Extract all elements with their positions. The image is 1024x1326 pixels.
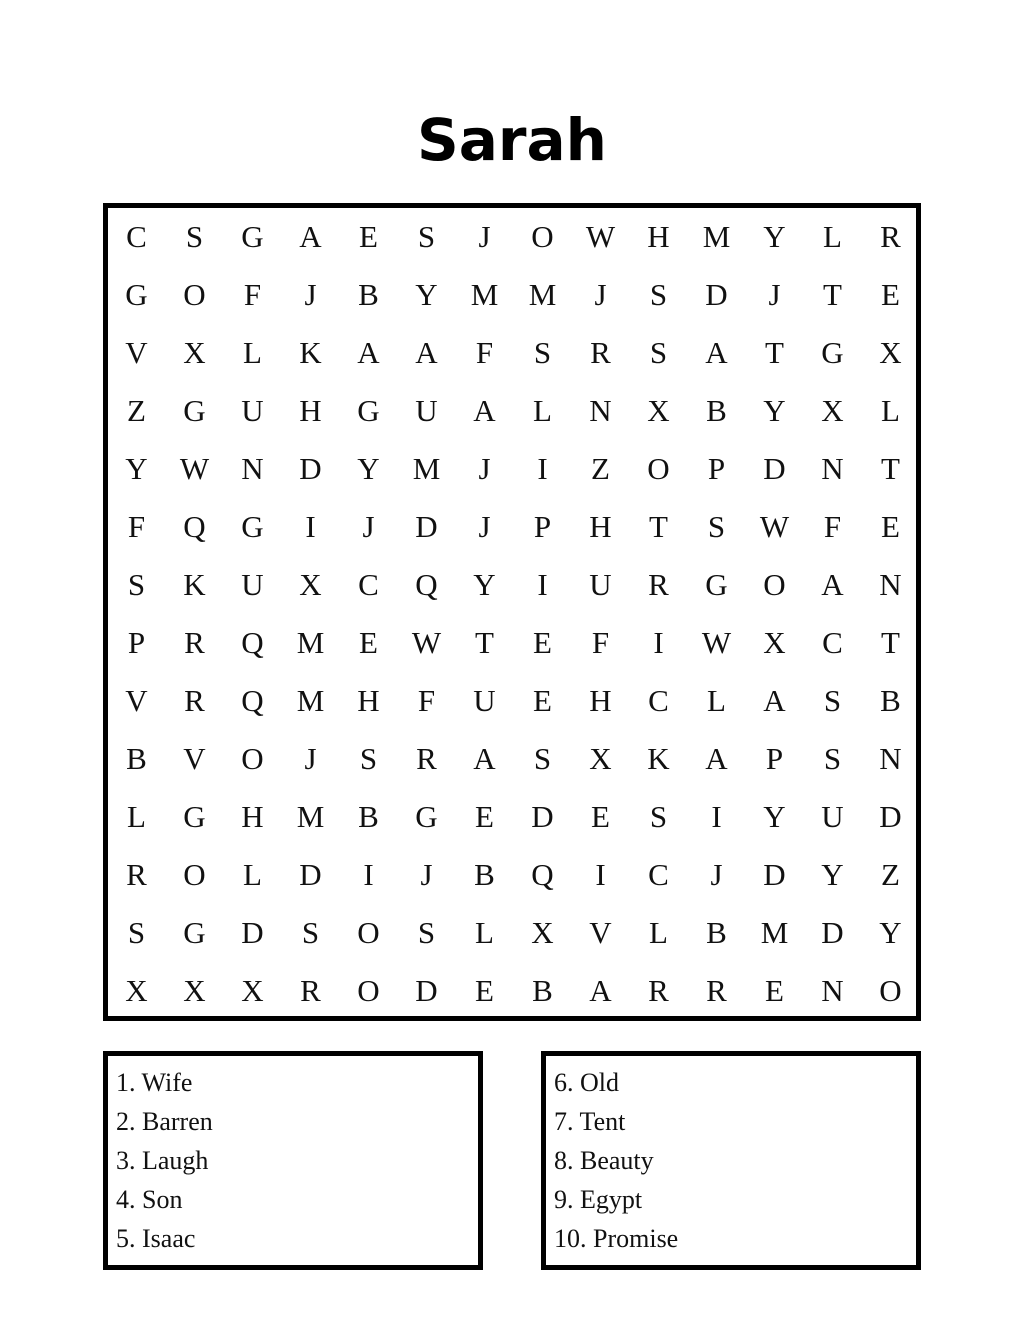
grid-letter[interactable]: X (125, 973, 148, 1008)
grid-letter[interactable]: J (478, 451, 491, 486)
grid-letter[interactable]: A (821, 567, 844, 602)
grid-letter[interactable]: F (475, 335, 494, 370)
grid-letter[interactable]: B (358, 799, 379, 834)
grid-letter[interactable]: A (763, 683, 786, 718)
grid-letter[interactable]: P (765, 741, 784, 776)
grid-letter[interactable]: D (705, 277, 728, 312)
grid-letter[interactable]: P (707, 451, 726, 486)
word-list-item: 8. Beauty (554, 1146, 654, 1175)
grid-letter[interactable]: L (243, 335, 262, 370)
grid-letter[interactable]: G (183, 915, 206, 950)
grid-letter[interactable]: S (127, 567, 146, 602)
grid-letter[interactable]: X (241, 973, 264, 1008)
grid-letter[interactable]: D (821, 915, 844, 950)
grid-letter[interactable]: Q (241, 625, 264, 660)
grid-letter[interactable]: G (357, 393, 380, 428)
grid-letter[interactable]: Y (125, 451, 148, 486)
grid-letter[interactable]: I (537, 451, 548, 486)
grid-letter[interactable]: A (589, 973, 612, 1008)
word-list-right (541, 1051, 921, 1270)
grid-letter[interactable]: T (765, 335, 784, 370)
grid-letter[interactable]: B (532, 973, 553, 1008)
grid-letter[interactable]: H (241, 799, 264, 834)
grid-letter[interactable]: G (183, 393, 206, 428)
grid-letter[interactable]: C (358, 567, 379, 602)
grid-row (108, 498, 916, 556)
grid-letter[interactable]: V (125, 335, 148, 370)
grid-letter[interactable]: X (879, 335, 902, 370)
grid-letter[interactable]: M (470, 277, 499, 312)
grid-letter[interactable]: H (589, 509, 612, 544)
grid-letter[interactable]: E (591, 799, 610, 834)
grid-letter[interactable]: J (710, 857, 723, 892)
grid-letter[interactable]: R (126, 857, 147, 892)
grid-letter[interactable]: M (412, 451, 441, 486)
grid-letter[interactable]: S (823, 683, 842, 718)
grid-letter[interactable]: G (415, 799, 438, 834)
grid-letter[interactable]: R (184, 683, 205, 718)
grid-row (108, 382, 916, 440)
grid-letter[interactable]: A (473, 741, 496, 776)
grid-letter[interactable]: Z (881, 857, 900, 892)
grid-letter[interactable]: X (647, 393, 670, 428)
grid-letter[interactable]: G (241, 219, 264, 254)
grid-letter[interactable]: O (183, 857, 206, 892)
grid-letter[interactable]: Y (821, 857, 844, 892)
grid-letter[interactable]: S (301, 915, 320, 950)
grid-letter[interactable]: D (879, 799, 902, 834)
grid-letter[interactable]: J (420, 857, 433, 892)
grid-letter[interactable]: S (823, 741, 842, 776)
grid-letter[interactable]: B (474, 857, 495, 892)
grid-row (108, 846, 916, 904)
grid-letter[interactable]: E (475, 799, 494, 834)
grid-letter[interactable]: Q (241, 683, 264, 718)
grid-letter[interactable]: J (478, 219, 491, 254)
grid-letter[interactable]: N (821, 451, 844, 486)
grid-letter[interactable]: S (417, 915, 436, 950)
grid-letter[interactable]: L (533, 393, 552, 428)
grid-letter[interactable]: C (648, 857, 669, 892)
grid-letter[interactable]: S (707, 509, 726, 544)
word-list-item: 2. Barren (116, 1107, 213, 1136)
letter-grid (103, 203, 921, 1021)
grid-letter[interactable]: W (179, 451, 210, 486)
grid-letter[interactable]: G (705, 567, 728, 602)
grid-letter[interactable]: Q (531, 857, 554, 892)
grid-letter[interactable]: V (183, 741, 206, 776)
grid-letter[interactable]: E (881, 277, 900, 312)
grid-letter[interactable]: H (647, 219, 670, 254)
grid-letter[interactable]: Y (415, 277, 438, 312)
grid-row (108, 208, 916, 266)
grid-letter[interactable]: S (649, 335, 668, 370)
grid-letter[interactable]: C (648, 683, 669, 718)
grid-letter[interactable]: Y (763, 393, 786, 428)
grid-letter[interactable]: A (415, 335, 438, 370)
grid-letter[interactable]: F (127, 509, 146, 544)
grid-letter[interactable]: S (417, 219, 436, 254)
grid-letter[interactable]: K (299, 335, 322, 370)
grid-letter[interactable]: U (589, 567, 612, 602)
word-list-item: 4. Son (116, 1185, 183, 1214)
word-list-item: 3. Laugh (116, 1146, 209, 1175)
grid-letter[interactable]: R (590, 335, 611, 370)
grid-letter[interactable]: E (359, 219, 378, 254)
grid-letter[interactable]: L (823, 219, 842, 254)
grid-letter[interactable]: A (299, 219, 322, 254)
grid-letter[interactable]: X (299, 567, 322, 602)
word-list-left (103, 1051, 483, 1270)
grid-letter[interactable]: J (478, 509, 491, 544)
grid-letter[interactable]: N (589, 393, 612, 428)
grid-letter[interactable]: E (359, 625, 378, 660)
grid-letter[interactable]: L (243, 857, 262, 892)
grid-letter[interactable]: H (299, 393, 322, 428)
grid-letter[interactable]: Y (473, 567, 496, 602)
grid-letter[interactable]: W (585, 219, 616, 254)
grid-letter[interactable]: U (473, 683, 496, 718)
grid-letter[interactable]: V (589, 915, 612, 950)
grid-letter[interactable]: B (126, 741, 147, 776)
grid-letter[interactable]: A (705, 335, 728, 370)
grid-letter[interactable]: D (763, 857, 786, 892)
grid-letter[interactable]: I (711, 799, 722, 834)
grid-letter[interactable]: S (649, 277, 668, 312)
grid-letter[interactable]: M (296, 683, 325, 718)
grid-letter[interactable]: J (304, 741, 317, 776)
grid-letter[interactable]: E (881, 509, 900, 544)
grid-letter[interactable]: Y (879, 915, 902, 950)
grid-letter[interactable]: R (648, 567, 669, 602)
grid-letter[interactable]: B (880, 683, 901, 718)
grid-letter[interactable]: M (760, 915, 789, 950)
grid-letter[interactable]: K (183, 567, 206, 602)
grid-letter[interactable]: E (475, 973, 494, 1008)
grid-letter[interactable]: N (879, 567, 902, 602)
grid-letter[interactable]: H (357, 683, 380, 718)
grid-letter[interactable]: F (417, 683, 436, 718)
grid-letter[interactable]: S (649, 799, 668, 834)
grid-letter[interactable]: T (649, 509, 668, 544)
grid-letter[interactable]: G (241, 509, 264, 544)
grid-letter[interactable]: X (763, 625, 786, 660)
grid-letter[interactable]: D (763, 451, 786, 486)
grid-letter[interactable]: O (879, 973, 902, 1008)
grid-letter[interactable]: J (768, 277, 781, 312)
grid-letter[interactable]: P (127, 625, 146, 660)
grid-letter[interactable]: W (701, 625, 732, 660)
grid-letter[interactable]: M (528, 277, 557, 312)
word-list-item: 7. Tent (554, 1107, 626, 1136)
grid-letter[interactable]: F (823, 509, 842, 544)
grid-letter[interactable]: D (415, 973, 438, 1008)
grid-letter[interactable]: Y (357, 451, 380, 486)
grid-letter[interactable]: O (357, 973, 380, 1008)
grid-letter[interactable]: R (706, 973, 727, 1008)
grid-letter[interactable]: I (363, 857, 374, 892)
grid-letter[interactable]: J (362, 509, 375, 544)
grid-letter[interactable]: B (358, 277, 379, 312)
grid-letter[interactable]: I (653, 625, 664, 660)
grid-letter[interactable]: H (589, 683, 612, 718)
grid-row (108, 266, 916, 324)
grid-letter[interactable]: D (531, 799, 554, 834)
grid-letter[interactable]: S (127, 915, 146, 950)
grid-letter[interactable]: L (881, 393, 900, 428)
grid-letter[interactable]: E (533, 683, 552, 718)
word-list-item: 5. Isaac (116, 1224, 196, 1253)
grid-letter[interactable]: B (706, 393, 727, 428)
grid-letter[interactable]: X (183, 973, 206, 1008)
grid-row (108, 324, 916, 382)
grid-letter[interactable]: S (185, 219, 204, 254)
grid-letter[interactable]: D (299, 857, 322, 892)
grid-letter[interactable]: D (241, 915, 264, 950)
grid-letter[interactable]: I (305, 509, 316, 544)
grid-letter[interactable]: T (881, 451, 900, 486)
grid-letter[interactable]: T (475, 625, 494, 660)
grid-letter[interactable]: U (415, 393, 438, 428)
grid-letter[interactable]: U (241, 393, 264, 428)
word-list-item: 1. Wife (116, 1068, 193, 1097)
grid-letter[interactable]: X (183, 335, 206, 370)
grid-letter[interactable]: O (763, 567, 786, 602)
grid-letter[interactable]: P (533, 509, 552, 544)
grid-letter[interactable]: Z (127, 393, 146, 428)
grid-letter[interactable]: G (183, 799, 206, 834)
grid-letter[interactable]: W (759, 509, 790, 544)
grid-letter[interactable]: S (359, 741, 378, 776)
grid-letter[interactable]: E (765, 973, 784, 1008)
grid-letter[interactable]: R (880, 219, 901, 254)
grid-letter[interactable]: K (647, 741, 670, 776)
grid-letter[interactable]: A (705, 741, 728, 776)
grid-letter[interactable]: D (299, 451, 322, 486)
grid-letter[interactable]: E (533, 625, 552, 660)
grid-letter[interactable]: W (411, 625, 442, 660)
grid-letter[interactable]: Y (763, 799, 786, 834)
grid-letter[interactable]: F (243, 277, 262, 312)
grid-letter[interactable]: G (821, 335, 844, 370)
grid-letter[interactable]: C (126, 219, 147, 254)
grid-letter[interactable]: N (879, 741, 902, 776)
grid-letter[interactable]: M (296, 625, 325, 660)
grid-letter[interactable]: L (475, 915, 494, 950)
grid-row (108, 556, 916, 614)
grid-letter[interactable]: F (591, 625, 610, 660)
grid-letter[interactable]: J (594, 277, 607, 312)
grid-letter[interactable]: O (647, 451, 670, 486)
grid-row (108, 730, 916, 788)
grid-letter[interactable]: X (821, 393, 844, 428)
grid-letter[interactable]: S (533, 335, 552, 370)
grid-letter[interactable]: M (702, 219, 731, 254)
grid-letter[interactable]: Q (415, 567, 438, 602)
grid-letter[interactable]: L (649, 915, 668, 950)
grid-letter[interactable]: I (595, 857, 606, 892)
grid-row (108, 904, 916, 962)
grid-letter[interactable]: O (241, 741, 264, 776)
grid-letter[interactable]: O (531, 219, 554, 254)
grid-row (108, 440, 916, 498)
grid-letter[interactable]: U (241, 567, 264, 602)
grid-letter[interactable]: Y (763, 219, 786, 254)
grid-letter[interactable]: Q (183, 509, 206, 544)
grid-letter[interactable]: R (184, 625, 205, 660)
grid-letter[interactable]: U (821, 799, 844, 834)
grid-letter[interactable]: A (473, 393, 496, 428)
grid-letter[interactable]: I (537, 567, 548, 602)
grid-letter[interactable]: O (183, 277, 206, 312)
grid-letter[interactable]: D (415, 509, 438, 544)
puzzle-title: Sarah (417, 106, 607, 174)
word-list-item: 6. Old (554, 1068, 619, 1097)
grid-letter[interactable]: X (531, 915, 554, 950)
grid-letter[interactable]: J (304, 277, 317, 312)
grid-letter[interactable]: R (416, 741, 437, 776)
grid-letter[interactable]: O (357, 915, 380, 950)
grid-row (108, 962, 916, 1020)
grid-row (108, 672, 916, 730)
grid-letter[interactable]: B (706, 915, 727, 950)
grid-letter[interactable]: Z (591, 451, 610, 486)
grid-row (108, 614, 916, 672)
grid-letter[interactable]: G (125, 277, 148, 312)
grid-letter[interactable]: M (296, 799, 325, 834)
grid-row (108, 788, 916, 846)
grid-letter[interactable]: L (127, 799, 146, 834)
word-list-item: 9. Egypt (554, 1185, 643, 1214)
grid-letter[interactable]: T (823, 277, 842, 312)
grid-letter[interactable]: X (589, 741, 612, 776)
grid-letter[interactable]: V (125, 683, 148, 718)
grid-letter[interactable]: T (881, 625, 900, 660)
grid-letter[interactable]: A (357, 335, 380, 370)
word-list-item: 10. Promise (554, 1224, 679, 1253)
grid-letter[interactable]: R (648, 973, 669, 1008)
grid-letter[interactable]: C (822, 625, 843, 660)
grid-letter[interactable]: S (533, 741, 552, 776)
grid-letter[interactable]: L (707, 683, 726, 718)
grid-letter[interactable]: R (300, 973, 321, 1008)
grid-letter[interactable]: N (241, 451, 264, 486)
grid-letter[interactable]: N (821, 973, 844, 1008)
